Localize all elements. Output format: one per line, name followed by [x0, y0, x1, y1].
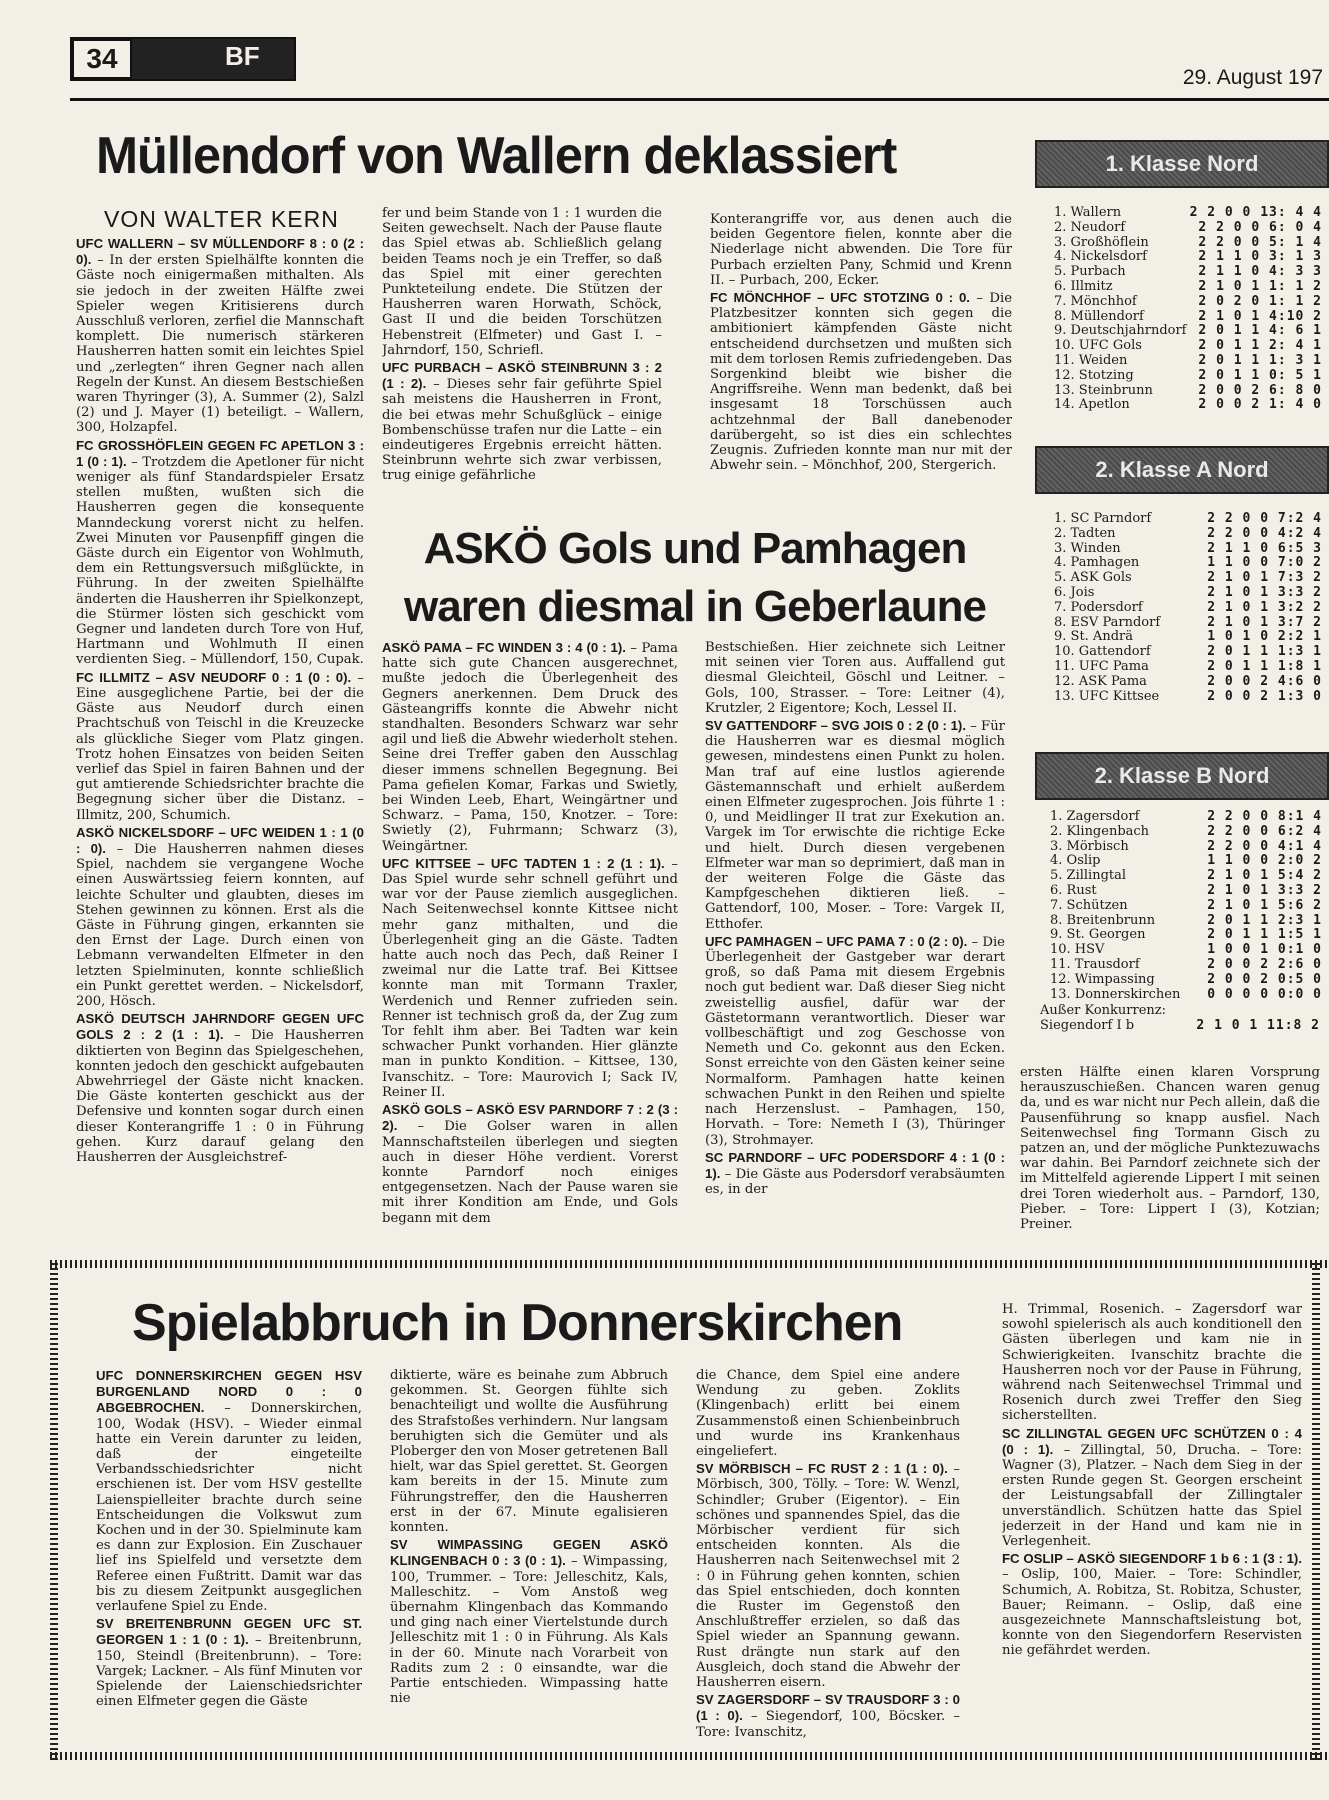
team-name: 4. Pamhagen	[1054, 555, 1140, 571]
team-name: 1. Zagersdorf	[1050, 809, 1140, 824]
table-row	[1050, 869, 1322, 884]
paragraph	[96, 1616, 362, 1709]
paragraph-lead: SV BREITENBRUNN GEGEN UFC ST. GEORGEN 1 : 1 (0 : 1).	[96, 1616, 362, 1648]
table-row	[1054, 645, 1322, 660]
team-name: 8. Müllendorf	[1054, 308, 1144, 324]
table-row	[1054, 236, 1322, 251]
table-row	[1054, 690, 1322, 705]
article3-column-2	[390, 1368, 668, 1748]
paragraph-text: – Donnerskirchen, 100, Wodak (HSV). – Wieder einmal hatte ein Verein darunter zu leiden, daß der eingeteilte Verbandsschiedsrichter nicht erschienen ist. Der vom HSV gestellte Laienspielleiter brachte durch seine Entscheidungen die Volkswut zum Kochen und in der 30. Spielminute kam es dann zur Explosion. Ein Zuschauer lief ins Spielfeld und versetzte dem Referee einen Fußtritt. Damit war das bis zu diesem Zeitpunkt ausgeglichen verlaufene Spiel zu Ende.	[96, 1401, 362, 1615]
table-row	[1054, 354, 1322, 369]
team-stats: 2 0 1 1 2: 4 1	[1198, 338, 1322, 354]
paragraph	[382, 1102, 678, 1226]
article1-column-3	[710, 212, 1012, 510]
paragraph-lead: SV GATTENDORF – SVG JOIS 0 : 2 (0 : 1).	[705, 718, 966, 734]
article3-column-1	[96, 1368, 362, 1748]
paragraph	[696, 1461, 960, 1690]
paragraph-lead: UFC PAMHAGEN – UFC PAMA 7 : 0 (2 : 0).	[705, 933, 968, 949]
issue-date: 29. August 197	[1182, 66, 1323, 89]
table-row	[1054, 571, 1322, 586]
team-name: 2. Klingenbach	[1050, 823, 1150, 839]
paragraph-text: – Mörbisch, 300, Tölly. – Tore: W. Wenzl, Schindler; Gruber (Eigentor). – Ein schönes und spannendes Spiel, das die Mörbischer verdient für sich entscheiden konnten. Als die Hausherren nach Seitenwechsel mit 2 : 0 in Führung gehen konnten, schien das Spiel entschieden, doch konnten die Ruster im Gegenstoß den Anschlußtreffer erzielen, so daß das Spiel wieder an Spannung gewann. Rust drängte nun stark auf den Ausgleich, doch stand die Abwehr der Hausherren eisern.	[696, 1462, 960, 1691]
paragraph-lead: ASKÖ NICKELSDORF – UFC WEIDEN 1 : 1 (0 : 0).	[76, 824, 364, 856]
team-stats: 1 1 0 0 7:0 2	[1207, 555, 1322, 571]
paragraph-lead: FC OSLIP – ASKÖ SIEGENDORF 1 b 6 : 1 (3 : 1).	[1002, 1551, 1302, 1567]
team-name: 12. Wimpassing	[1050, 971, 1155, 987]
paragraph	[696, 1368, 960, 1459]
table-row	[1054, 675, 1322, 690]
team-name: 8. Breitenbrunn	[1050, 912, 1156, 928]
paragraph	[705, 1150, 1005, 1198]
table-row	[1054, 527, 1322, 542]
box-border-left	[50, 1260, 58, 1760]
team-name: 12. Stotzing	[1054, 367, 1134, 383]
team-name: 4. Oslip	[1050, 853, 1101, 869]
team-name: 3. Großhöflein	[1054, 234, 1149, 250]
paragraph-text: – Die Golser waren in allen Mannschaftsteilen überlegen und siegten auch in dieser Höhe verdient. Vorerst konnte Parndorf noch einiges entgegensetzen. Nach der Pause waren sie mit ihrer Kondition am Ende, und Gols begann mit dem	[382, 1119, 678, 1226]
team-stats: 2 2 0 0 8:1 4	[1207, 809, 1322, 824]
team-name: 7. Mönchhof	[1054, 293, 1137, 309]
table-row	[1050, 854, 1322, 869]
table-row	[1054, 512, 1322, 527]
team-stats: 2 1 1 0 4: 3 3	[1198, 264, 1322, 280]
team-stats: 2 1 0 1 5:6 2	[1207, 897, 1322, 913]
paragraph	[382, 856, 678, 1100]
table-row	[1054, 265, 1322, 280]
team-name: 5. ASK Gols	[1054, 570, 1132, 586]
team-name: 10. Gattendorf	[1054, 644, 1151, 660]
box-border-top	[50, 1260, 1329, 1268]
paragraph-lead: FC GROSSHÖFLEIN GEGEN FC APETLON 3 : 1 (0 : 1).	[76, 437, 364, 469]
team-name: 7. Schützen	[1050, 897, 1128, 913]
box-border-bottom	[50, 1752, 1329, 1760]
article2-column-3	[1020, 1065, 1320, 1245]
table-row	[1054, 586, 1322, 601]
paragraph	[390, 1537, 668, 1706]
paragraph-text: Bestschießen. Hier zeichnete sich Leitner mit seinen vier Toren aus. Auffallend gut diesmal Gleichteil, Göschl und Leitner. – Gols, 100, Strasser. – Tore: Leitner (4), Krutzler, 2 Eigentore; Koch, Lessel II.	[705, 640, 1005, 716]
team-stats: 2 2 0 0 4:1 4	[1207, 838, 1322, 854]
paragraph-text: – Die Hausherren nahmen dieses Spiel, nachdem sie vergangene Woche einen Auswärtssieg feiern konnten, auf leichte Schulter und glaubten, dieses im Stehen gewinnen zu können. Erst als die Gäste in Führung gingen, erkannten sie den Ernst der Lage. Durch einen von Lebmann verwandelten Elfmeter in den letzten Spielminuten, konnte schließlich ein Punkt gerettet werden. – Nickelsdorf, 200, Hösch.	[76, 841, 364, 1009]
paragraph	[705, 718, 1005, 932]
team-stats: 2 1 0 1 3:3 2	[1207, 584, 1322, 600]
team-stats: 2 1 1 0 3: 1 3	[1198, 249, 1322, 265]
paragraph-text: – Die Überlegenheit der Gastgeber war derart groß, so daß Pama mit diesem Ergebnis noch gut bedient war. Daß dieser Sieg nicht zweistellig ausfiel, dafür war der Gästetormann verantwortlich. Dieser war vollbeschäftigt und zog Geschosse von Nemeth und Co. gekonnt aus den Ecken. Sonst erreichte von den Gästen keiner seine Normalform. Pamhagen hatte keinen schwachen Punkt in den Reihen und spielte nach Herzenslust. – Pamhagen, 150, Horvath. – Tore: Nemeth I (3), Thüringer (3), Strohmayer.	[705, 934, 1005, 1148]
table1-standings	[1054, 206, 1322, 413]
paragraph-lead: SC PARNDORF – UFC PODERSDORF 4 : 1 (0 : 1).	[705, 1149, 1005, 1181]
team-stats: 2 0 1 1 4: 6 1	[1198, 323, 1322, 339]
paragraph	[76, 236, 364, 436]
paragraph-lead: SV MÖRBISCH – FC RUST 2 : 1 (1 : 0).	[696, 1461, 948, 1477]
extra-row	[1040, 1018, 1320, 1033]
team-stats: 2 0 1 1 0: 5 1	[1198, 367, 1322, 383]
team-name: 1. Wallern	[1054, 205, 1122, 220]
table-row	[1054, 250, 1322, 265]
table-row	[1050, 840, 1322, 855]
table-row	[1054, 369, 1322, 384]
team-stats: 2 1 0 1 3:7 2	[1207, 614, 1322, 630]
team-stats: 2 2 0 0 6:2 4	[1207, 823, 1322, 839]
team-stats: 1 0 0 1 0:1 0	[1207, 942, 1322, 958]
table-row	[1050, 928, 1322, 943]
paragraph	[710, 212, 1012, 288]
table-row	[1050, 810, 1322, 825]
team-stats: 1 0 1 0 2:2 1	[1207, 629, 1322, 645]
table2-title: 2. Klasse A Nord	[1035, 446, 1329, 494]
table-row	[1054, 660, 1322, 675]
team-name: 1. SC Parndorf	[1054, 511, 1152, 526]
team-name: 13. Steinbrunn	[1054, 382, 1153, 398]
team-stats: 2 0 0 2 1: 4 0	[1198, 397, 1322, 413]
team-stats: 2 1 0 1 1: 1 2	[1198, 278, 1322, 294]
box-border-right	[1312, 1260, 1320, 1760]
team-stats: 2 0 0 2 4:6 0	[1207, 673, 1322, 689]
paragraph	[710, 290, 1012, 473]
paragraph-text: – Eine ausgeglichene Partie, bei der die Gäste aus Neudorf durch einen Prachtschuß von Teischl in die Kreuzecke als glückliche Sieger vom Platz gingen. Trotz hohen Einsatzes von beiden Seiten verlief das Spiel in fairen Bahnen und der gut amtierende Schiedsrichter brachte die Begegnung sicher über die Distanz. – Illmitz, 200, Schumich.	[76, 670, 364, 823]
paragraph	[96, 1368, 362, 1614]
team-stats: 2 1 0 1 3:3 2	[1207, 882, 1322, 898]
paragraph	[76, 825, 364, 1009]
extra-label: Außer Konkurrenz:	[1040, 1003, 1167, 1018]
article2-headline-line2: waren diesmal in Geberlaune	[404, 582, 986, 631]
paragraph-text: diktierte, wäre es beinahe zum Abbruch gekommen. St. Georgen fühlte sich benachteiligt und wollte die Ausführung des Strafstoßes verhindern. Nur langsam beruhigten sich die Gemüter und als Ploberger den von Moser getretenen Ball hielt, war das Spiel gerettet. St. Georgen kam bereits in der 15. Minute zum Führungstreffer, den die Hausherren erst in der 67. Minute egalisieren konnten.	[390, 1368, 668, 1536]
table-row	[1050, 988, 1322, 1003]
paragraph-lead: FC MÖNCHHOF – UFC STOTZING 0 : 0.	[710, 290, 970, 306]
team-name: 2. Neudorf	[1054, 219, 1126, 235]
team-name: 5. Purbach	[1054, 264, 1126, 280]
team-stats: 2 2 0 0 5: 1 4	[1198, 234, 1322, 250]
paragraph-text: – Die Hausherren diktierten von Beginn das Spielgeschehen, konnten jedoch den geschickt aufgebauten Abwehrriegel der Gäste nicht knacken. Die Gäste konterten geschickt aus der Defensive und konnten sogar durch einen dieser Konterangriffe 1 : 0 in Führung gehen. Kurz darauf gelang den Hausherren der Ausgleichstref-	[76, 1028, 364, 1165]
team-stats: 2 2 0 0 4:2 4	[1207, 525, 1322, 541]
team-stats: 2 0 0 2 6: 8 0	[1198, 382, 1322, 398]
paragraph	[76, 1011, 364, 1165]
paragraph	[696, 1692, 960, 1740]
paragraph-lead: SC ZILLINGTAL GEGEN UFC SCHÜTZEN 0 : 4 (0 : 1).	[1002, 1425, 1302, 1457]
paragraph	[382, 640, 678, 854]
paragraph-text: – Das Spiel wurde sehr schnell geführt und war vor der Pause ziemlich ausgeglichen. Nach Seitenwechsel konnte Kittsee nicht mehr ganz mithalten, und die Überlegenheit ging an die Gäste. Tadten hatte auch noch das Pech, daß Reiner I zweimal nur die Latte traf. Bei Kittsee konnte man mit Tormann Traxler, Werdenich und Renner zufrieden sein. Renner ist technisch groß da, der Zug zum Tor fehlt ihm aber. Bei Tadten war kein schwacher Punkt vorhanden. Hier glänzte man in punkto Kondition. – Kittsee, 130, Ivanschitz. – Tore: Maurovich I; Sack IV, Reiner II.	[382, 856, 678, 1100]
section-tag: BF	[225, 41, 260, 71]
team-name: 3. Mörbisch	[1050, 838, 1129, 854]
team-name: 7. Podersdorf	[1054, 599, 1143, 615]
paragraph-text: – Für die Hausherren war es diesmal möglich gewesen, mindestens einen Punkt zu holen. Man traf auf eine lustlos agierende Gästemannschaft und erhielt außerdem einen Elfmeter zugesprochen. Jois führte 1 : 0, und Meidlinger II trat zur Exekution an. Vargek im Tor erwischte die richtige Ecke und hielt. Durch diesen vergebenen Elfmeter war man so deprimiert, daß man in der weiteren Folge die Gäste das Kampfgeschehen diktieren ließ. – Gattendorf, 100, Moser. – Tore: Vargek II, Etthofer.	[705, 719, 1005, 932]
team-name: 6. Illmitz	[1054, 278, 1113, 294]
paragraph-text: – Oslip, 100, Maier. – Tore: Schindler, Schumich, A. Robitza, St. Robitza, Schuster, Bauer; Reimann. – Oslip, daß eine ausgezeichnete Mannschaftsleistung bot, konnte von den Siegendorfern Reservisten nie gefährdet werden.	[1002, 1567, 1302, 1659]
paragraph-lead: UFC KITTSEE – UFC TADTEN 1 : 2 (1 : 1).	[382, 855, 665, 871]
paragraph	[1020, 1065, 1320, 1232]
table3-title: 2. Klasse B Nord	[1035, 752, 1329, 800]
team-stats: 2 1 0 1 7:3 2	[1207, 570, 1322, 586]
paragraph-text: – Siegendorf, 100, Böcsker. – Tore: Ivanschitz,	[696, 1709, 960, 1740]
team-name: 10. UFC Gols	[1054, 338, 1142, 354]
team-name: 8. ESV Parndorf	[1054, 614, 1161, 630]
table2-standings	[1054, 512, 1322, 704]
article3-headline: Spielabbruch in Donnerskirchen	[132, 1294, 903, 1352]
table-row	[1050, 914, 1322, 929]
table3-extra	[1040, 1003, 1320, 1033]
paragraph	[76, 670, 364, 823]
paragraph-text: Konterangriffe vor, aus denen auch die beiden Gegentore fielen, konnte aber die Niederlage nicht abwenden. Die Tore für Purbach erzielten Pany, Schmid und Krenn II. – Purbach, 200, Ecker.	[710, 212, 1012, 288]
team-name: 9. St. Andrä	[1054, 629, 1133, 645]
table-row	[1050, 884, 1322, 899]
table-row	[1054, 630, 1322, 645]
article2-column-2	[705, 640, 1005, 1245]
team-stats: 2 0 1 1 1:5 1	[1207, 927, 1322, 943]
table-row	[1050, 943, 1322, 958]
paragraph-text: – Zillingtal, 50, Drucha. – Tore: Wagner (3), Platzer. – Nach dem Sieg in der ersten Runde gegen St. Georgen erscheint der Leistungsabfall der Zillingtaler unverständlich. Schützen hatte das Spiel jederzeit in der Hand und kam nie in Verlegenheit.	[1002, 1442, 1302, 1550]
table-row	[1054, 339, 1322, 354]
article2-headline	[395, 520, 995, 636]
team-stats: 2 0 1 1 1:8 1	[1207, 658, 1322, 674]
team-name: 9. Deutschjahrndorf	[1054, 323, 1187, 339]
team-stats: 0 0 0 0 0:0 0	[1207, 986, 1322, 1002]
paragraph-lead: SV ZAGERSDORF – SV TRAUSDORF 3 : 0 (1 : 0).	[696, 1692, 960, 1724]
team-stats: 2 0 1 1 1: 3 1	[1198, 352, 1322, 368]
paragraph	[1002, 1302, 1302, 1424]
team-stats: 1 1 0 0 2:0 2	[1207, 853, 1322, 869]
team-name: 11. Trausdorf	[1050, 956, 1140, 972]
paragraph-lead: SV WIMPASSING GEGEN ASKÖ KLINGENBACH 0 : 3 (0 : 1).	[390, 1537, 668, 1569]
team-stats: 2 0 0 2 1:3 0	[1207, 688, 1322, 704]
paragraph	[382, 206, 662, 358]
table-row	[1050, 958, 1322, 973]
table-row	[1054, 310, 1322, 325]
article1-byline: VON WALTER KERN	[104, 206, 339, 232]
table-row	[1054, 616, 1322, 631]
paragraph-lead: UFC WALLERN – SV MÜLLENDORF 8 : 0 (2 : 0).	[76, 236, 364, 268]
article1-headline: Müllendorf von Wallern deklassiert	[96, 127, 897, 185]
table1-title: 1. Klasse Nord	[1035, 140, 1329, 188]
paragraph-lead: ASKÖ GOLS – ASKÖ ESV PARNDORF 7 : 2 (3 : 2).	[382, 1102, 678, 1134]
table-row	[1054, 280, 1322, 295]
team-stats: 2 0 0 2 2:6 0	[1207, 956, 1322, 972]
team-stats: 2 1 1 0 6:5 3	[1207, 540, 1322, 556]
article1-column-1	[76, 236, 364, 1246]
team-name: 4. Nickelsdorf	[1054, 249, 1147, 265]
paragraph	[1002, 1551, 1302, 1658]
extra-team: Siegendorf I b	[1040, 1018, 1135, 1033]
header-rule	[70, 98, 1329, 101]
article2-headline-line1: ASKÖ Gols und Pamhagen	[423, 524, 967, 573]
paragraph-text: – Pama hatte sich gute Chancen ausgerechnet, mußte jedoch die Überlegenheit des Gegners anerkennen. Dem Druck des Gästeangriffs konnte die Abwehr nicht standhalten. Besonders Schwarz war sehr agil und ließ die Abwehr wiederholt stehen. Seine drei Treffer gaben den Ausschlag dieser immens schnellen Begegnung. Bei Pama gefielen Komar, Farkas und Swietly, bei Winden Leeb, Ehart, Weingärtner und Schwarz. – Pama, 150, Knotzer. – Tore: Swietly (2), Fuhrmann; Schwarz (3), Weingärtner.	[382, 641, 678, 854]
article3-column-4	[1002, 1302, 1302, 1748]
paragraph-lead: UFC PURBACH – ASKÖ STEINBRUNN 3 : 2 (1 : 2).	[382, 360, 662, 392]
team-name: 6. Jois	[1054, 584, 1095, 600]
table-row	[1054, 398, 1322, 413]
team-name: 3. Winden	[1054, 540, 1121, 556]
paragraph	[705, 640, 1005, 716]
team-stats: 2 2 0 0 6: 0 4	[1198, 219, 1322, 235]
team-stats: 2 0 1 1 2:3 1	[1207, 912, 1322, 928]
article2-column-1	[382, 640, 678, 1245]
table-row	[1054, 324, 1322, 339]
team-stats: 2 0 1 1 1:3 1	[1207, 644, 1322, 660]
paragraph-text: – Dieses sehr fair geführte Spiel sah meistens die Hausherren in Front, die bei etwas mehr Schußglück – einige Bombenschüsse trafen nur die Latte – ein eindeutigeres Ergebnis erreicht hätten. Steinbrunn wehrte sich zwar verbissen, trug einige gefährliche	[382, 377, 662, 484]
paragraph-text: die Chance, dem Spiel eine andere Wendung zu geben. Zoklits (Klingenbach) erlitt bei einem Zusammenstoß einen Schienbeinbruch und wurde ins Krankenhaus eingeliefert.	[696, 1368, 960, 1460]
team-name: 10. HSV	[1050, 942, 1105, 958]
table-row	[1054, 221, 1322, 236]
table-row	[1050, 973, 1322, 988]
team-name: 13. Donnerskirchen	[1050, 986, 1181, 1002]
team-name: 11. Weiden	[1054, 352, 1128, 368]
team-stats: 2 2 0 0 7:2 4	[1207, 511, 1322, 526]
paragraph	[382, 360, 662, 484]
team-stats: 2 0 0 2 0:5 0	[1207, 971, 1322, 987]
team-name: 6. Rust	[1050, 882, 1097, 898]
paragraph-text: – In der ersten Spielhälfte konnten die Gäste noch einigermaßen mithalten. Als sie jedoch in der zweiten Hälfte zwei Spieler wegen Kritisierens durch Ausschluß verloren, zerfiel die Mannschaft komplett. Die numerisch stärkeren Hausherren hatten somit ein leichtes Spiel und „zerlegten“ ihren Gegner nach allen Regeln der Kunst. An diesem Bestschießen waren Thyringer (3), A. Summer (2), Salzl (2) und J. Mayer (1) beteiligt. – Wallern, 300, Holzapfel.	[76, 253, 364, 436]
paragraph	[705, 934, 1005, 1148]
team-stats: 2 0 2 0 1: 1 2	[1198, 293, 1322, 309]
paragraph	[76, 438, 364, 668]
paragraph-text: – Wimpassing, 100, Trummer. – Tore: Jelleschitz, Kals, Malleschitz. – Vom Anstoß weg übernahm Klingenbach das Kommando und ging nach einer Viertelstunde durch Jelleschitz mit 1 : 0 in Führung. Als Kals in der 60. Minute nach Vorarbeit von Radits zum 2 : 0 einsandte, war die Partie entschieden. Wimpassing hatte nie	[390, 1554, 668, 1707]
team-stats: 2 2 0 0 13: 4 4	[1189, 205, 1322, 220]
table3-standings	[1050, 810, 1322, 1002]
paragraph	[390, 1368, 668, 1535]
team-name: 9. St. Georgen	[1050, 927, 1146, 943]
paragraph-lead: FC ILLMITZ – ASV NEUDORF 0 : 1 (0 : 0).	[76, 669, 352, 685]
table-row	[1054, 295, 1322, 310]
article3-column-3	[696, 1368, 960, 1748]
table-row	[1054, 556, 1322, 571]
paragraph-lead: UFC DONNERSKIRCHEN GEGEN HSV BURGENLAND NORD 0 : 0 ABGEBROCHEN.	[96, 1368, 362, 1416]
page-number: 34	[72, 39, 132, 79]
team-name: 12. ASK Pama	[1054, 673, 1147, 689]
table-row	[1054, 542, 1322, 557]
table-row	[1054, 384, 1322, 399]
table-row	[1050, 899, 1322, 914]
paragraph-lead: ASKÖ PAMA – FC WINDEN 3 : 4 (0 : 1).	[382, 640, 626, 655]
team-name: 14. Apetlon	[1054, 397, 1130, 413]
team-name: 13. UFC Kittsee	[1054, 688, 1160, 704]
paragraph-text: fer und beim Stande von 1 : 1 wurden die Seiten gewechselt. Nach der Pause flaute das Spiel etwas ab. Schließlich gelang beiden Teams noch je ein Treffer, so daß das Spiel mit einer gerechten Punkteteilung endete. Die Stützen der Hausherren waren Horwath, Schöck, Gast II und die beiden Torschützen Hebenstreit (Elfmeter) und Gast I. – Jahrndorf, 150, Schriefl.	[382, 206, 662, 358]
paragraph	[1002, 1426, 1302, 1550]
table-row	[1050, 825, 1322, 840]
team-stats: 2 1 0 1 5:4 2	[1207, 868, 1322, 884]
team-name: 2. Tadten	[1054, 525, 1116, 541]
paragraph-text: – Die Platzbesitzer konnten sich gegen die ambitioniert kämpfenden Gäste nicht entscheidend durchsetzen und mußten sich mit dem torlosen Remis zufriedengeben. Das Sorgenkind bleibt wie bisher die Angriffsreihe. Wenn man bedenkt, daß bei insgesamt 18 Torschüssen auch achtzehnmal der Ball danebenoder darübergeht, so ist dies ein schlechtes Zeugnis. Zufrieden konnte man nur mit der Abwehr sein. – Mönchhof, 200, Stergerich.	[710, 291, 1012, 474]
team-stats: 2 1 0 1 3:2 2	[1207, 599, 1322, 615]
paragraph-lead: ASKÖ DEUTSCH JAHRNDORF GEGEN UFC GOLS 2 : 2 (1 : 1).	[76, 1011, 364, 1043]
team-name: 11. UFC Pama	[1054, 658, 1149, 674]
team-stats: 2 1 0 1 4:10 2	[1198, 308, 1322, 324]
paragraph-text: – Trotzdem die Apetloner für nicht weniger als fünf Standardspieler Ersatz stellen mußten, wußten sich die Hausherren gegen die konsequente Manndeckung vorerst nicht zu helfen. Zwei Minuten vor Pausenpfiff gingen die Gäste durch ein Eigentor von Wohlmuth, dem ein Rettungsversuch mißglückte, in Führung. In der zweiten Spielhälfte änderten die Hausherren ihr Spielkonzept, die Stürmer lösten sich geschickt vom Gegner und landeten durch Tore von Huf, Hartmann und Wohlmuth II einen verdienten Sieg. – Müllendorf, 150, Cupak.	[76, 454, 364, 668]
paragraph-text: ersten Hälfte einen klaren Vorsprung herauszuschießen. Chancen waren genug da, und es war nicht nur Pech allein, daß die Pausenführung so knapp ausfiel. Nach Seitenwechsel fing Tormann Gisch zu patzen an, und der mögliche Punktezuwachs war dahin. Bei Parndorf zeichnete sich der im Mittelfeld agierende Lippert I mit seinen drei Toren wiederholt aus. – Parndorf, 130, Pieber. – Tore: Lippert I (3), Kotzian; Preiner.	[1020, 1065, 1320, 1233]
team-name: 5. Zillingtal	[1050, 868, 1127, 884]
table-row	[1054, 206, 1322, 221]
paragraph-text: – Die Gäste aus Podersdorf verabsäumten es, in der	[705, 1166, 1005, 1198]
extra-stats: 2 1 0 1 11:8 2	[1196, 1018, 1320, 1033]
paragraph-text: – Breitenbrunn, 150, Steindl (Breitenbrunn). – Tore: Vargek; Lackner. – Als fünf Minuten vor Spielende der Laienschiedsrichter einen Elfmeter gegen die Gäste	[96, 1633, 362, 1710]
article1-column-2	[382, 206, 662, 498]
table-row	[1054, 601, 1322, 616]
paragraph-text: H. Trimmal, Rosenich. – Zagersdorf war sowohl spielerisch als auch konditionell den Gästen überlegen und kam nie in Schwierigkeiten. Ivanschitz brachte die Hausherren noch vor der Pause in Führung, während nach Seitenwechsel Trimmal und Rosenich durch zwei Treffer den Sieg sicherstellten.	[1002, 1302, 1302, 1424]
